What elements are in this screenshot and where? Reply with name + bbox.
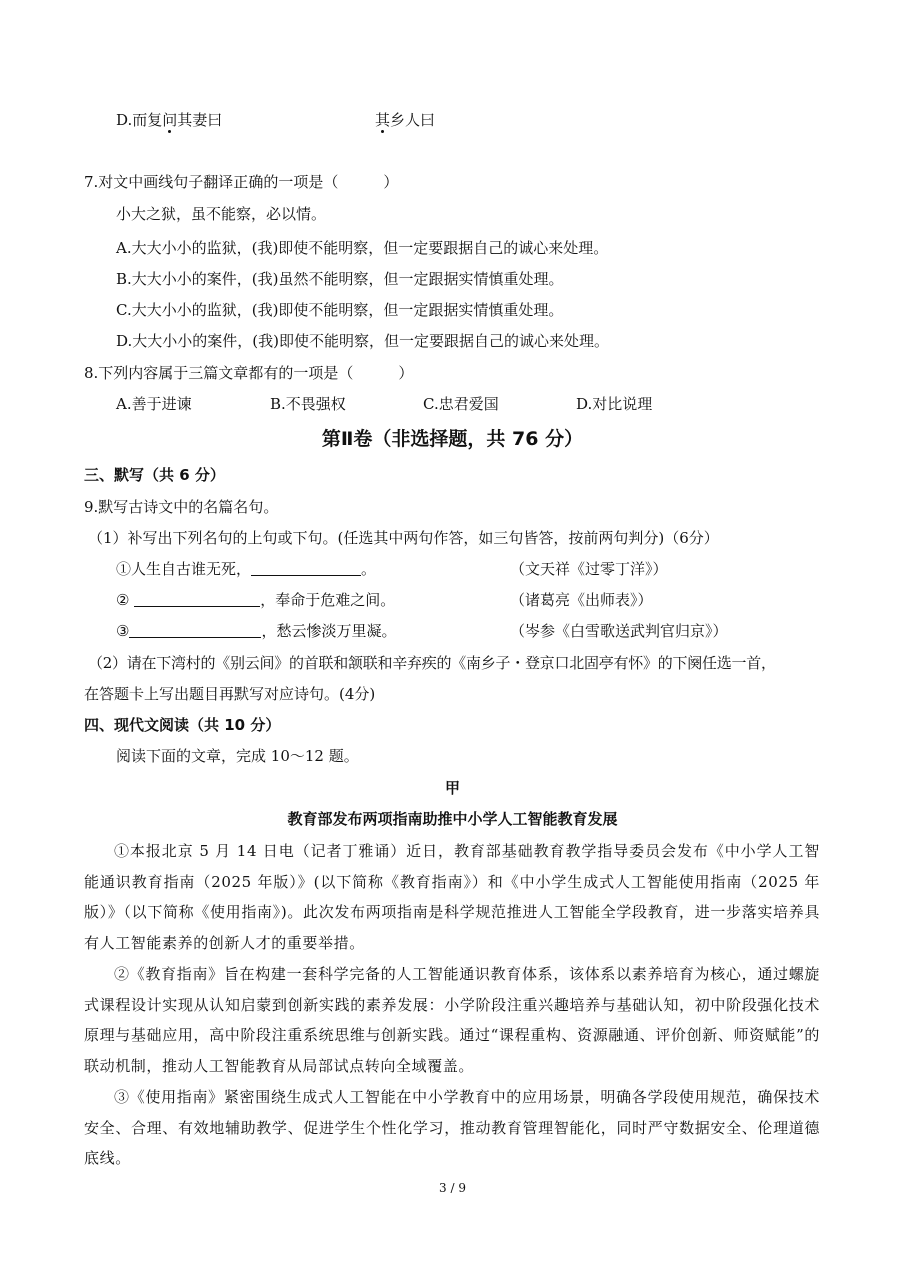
q9-item-1-source: （文天祥《过零丁洋》） — [510, 560, 668, 578]
article-paragraph-2: ②《教育指南》旨在构建一套科学完备的人工智能通识教育体系，该体系以素养培育为核心，通过螺旋式课程设计实现从认知启蒙到创新实践的素养发展：小学阶段注重兴趣培养与基础认知，初中阶段强化技术原理与基础应用，高中阶段注重系统思维与创新实践。通过“课程重构、资源融通、评价创新、师资赋能”的联动机制，推动人工智能教育从局部试点转向全域覆盖。 — [84, 965, 820, 1075]
q6-option-d-second — [375, 110, 435, 130]
article-paragraph-3: ③《使用指南》紧密围绕生成式人工智能在中小学教育中的应用场景，明确各学段使用规范，确保技术安全、合理、有效地辅助教学、促进学生个性化学习，推动教育管理智能化，同时严守数据安全、伦理道德底线。 — [84, 1088, 820, 1167]
q8-option-b: B.不畏强权 — [270, 395, 346, 413]
section4-heading: 四、现代文阅读（共 10 分） — [84, 716, 281, 734]
q9-item-2 — [116, 590, 395, 610]
q9-item-3 — [116, 621, 396, 641]
q7-stem: 7.对文中画线句子翻译正确的一项是（ ） — [84, 173, 399, 191]
q6-option-d — [116, 110, 222, 130]
q9-item-3-source: （岑参《白雪歌送武判官归京》） — [510, 622, 728, 640]
q7-option-b: B.大大小小的案件，(我)虽然不能明察，但一定跟据实情慎重处理。 — [116, 270, 564, 288]
answer-blank-2[interactable] — [134, 592, 260, 607]
q7-option-c: C.大大小小的监狱，(我)即使不能明察，但一定跟据实情慎重处理。 — [116, 301, 564, 319]
q9-part1: （1）补写出下列名句的上句或下句。(任选其中两句作答，如三句皆答，按前两句判分)（6分） — [88, 529, 719, 547]
article-title: 教育部发布两项指南助推中小学人工智能教育发展 — [287, 810, 618, 828]
volume-title: 第Ⅱ卷（非选择题，共 76 分） — [321, 428, 584, 450]
q8-stem: 8.下列内容属于三篇文章都有的一项是（ ） — [84, 364, 414, 382]
q9-stem: 9.默写古诗文中的名篇名句。 — [84, 498, 279, 516]
answer-blank-1[interactable] — [251, 561, 361, 576]
q8-option-c: C.忠君爱国 — [423, 395, 499, 413]
page-number: 3 / 9 — [439, 1181, 466, 1195]
q7-quote: 小大之狱，虽不能察，必以情。 — [116, 205, 327, 223]
q9-item-1 — [116, 559, 376, 579]
q9-item-2-before: ② — [116, 591, 135, 609]
text-label: 甲 — [444, 779, 460, 797]
q6-option-d-second-dotted-char: 其 — [375, 111, 391, 129]
q9-item-1-before: ①人生自古谁无死， — [116, 560, 252, 578]
q7-option-a: A.大大小小的监狱，(我)即使不能明察，但一定要跟据自己的诚心来处理。 — [116, 239, 609, 257]
section3-heading: 三、默写（共 6 分） — [84, 466, 225, 484]
q9-part2-line1: （2）请在下湾村的《别云间》的首联和颔联和辛弃疾的《南乡子・登京口北固亭有怀》的下阕任选一首， — [88, 654, 776, 672]
q9-part2-line2: 在答题卡上写出题目再默写对应诗句。(4分) — [84, 685, 376, 703]
q6-option-d-dotted-char: 问 — [162, 111, 178, 129]
article-paragraph-1: ①本报北京 5 月 14 日电（记者丁雅诵）近日，教育部基础教育教学指导委员会发布《中小学人工智能通识教育指南（2025 年版）》(以下简称《教育指南》）和《中小学生成式人工智能使用指南（2025 年版）》（以下简称《使用指南》)。此次发布两项指南是科学规范推进人工智能全学段教育，进一步落实培养具有人工智能素养的创新人才的重要举措。 — [84, 842, 820, 952]
reading-instruction: 阅读下面的文章，完成 10～12 题。 — [116, 747, 359, 765]
q9-item-2-after: ，奉命于危难之间。 — [260, 591, 396, 609]
q8-option-a: A.善于进谏 — [116, 395, 192, 413]
q9-item-3-before: ③ — [116, 622, 130, 640]
q9-item-3-after: ，愁云惨淡万里凝。 — [261, 622, 397, 640]
q8-option-d: D.对比说理 — [576, 395, 653, 413]
q6-option-d-text-a: 而复 — [132, 111, 163, 129]
answer-blank-3[interactable] — [129, 623, 261, 638]
q6-option-d-text-c: 其妻曰 — [177, 111, 223, 129]
q6-option-d-second-text: 乡人曰 — [390, 111, 436, 129]
q9-item-1-after: 。 — [361, 560, 377, 578]
q9-item-2-source: （诸葛亮《出师表》） — [510, 591, 653, 609]
q6-option-d-label: D. — [116, 111, 133, 129]
q7-option-d: D.大大小小的案件，(我)即使不能明察，但一定要跟据自己的诚心来处理。 — [116, 332, 609, 350]
